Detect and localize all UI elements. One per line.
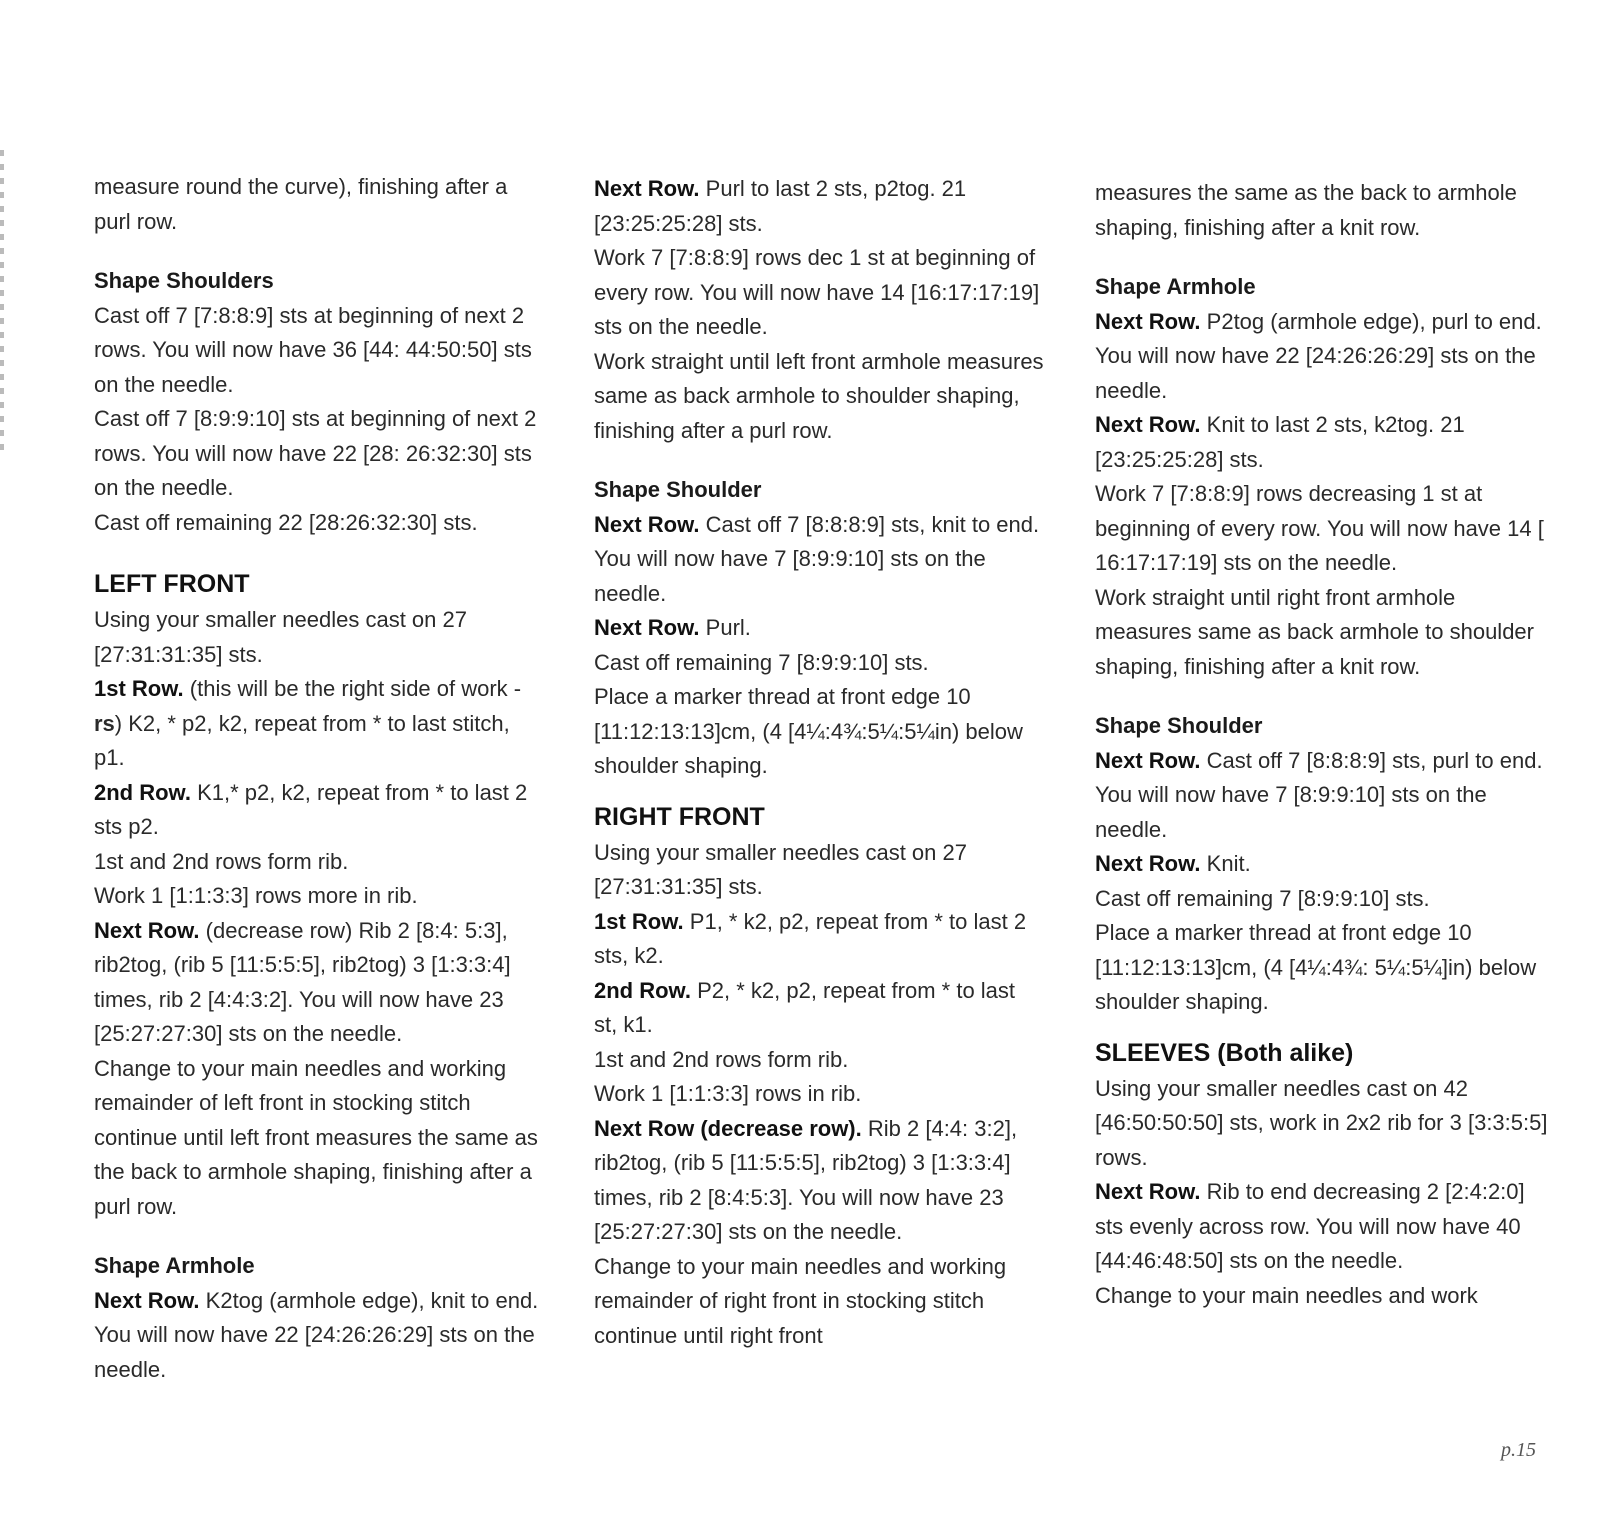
right-front-heading: RIGHT FRONT (594, 802, 765, 831)
intro-paragraph: measure round the curve), finishing after a purl row. (94, 174, 508, 234)
row-instruction (594, 905, 1044, 974)
column-left (94, 170, 544, 1387)
paragraph: Work straight until right front armhole measures same as back armhole to shoulder shaping, finishing after a knit row. (1095, 584, 1534, 679)
row-text: Rib 2 [4:4: 3:2], rib2tog, (rib 5 [11:5:5:5], rib2tog) 3 [1:3:3:4] times, rib 2 [8:4:5:3]. You will now have 23 [25:27:27:30] sts on the needle. (594, 1115, 1018, 1244)
row-instruction (94, 914, 544, 1052)
row-text: Cast off 7 [8:8:8:9] sts, knit to end. You will now have 7 [8:9:9:10] sts on the needle. (594, 511, 1040, 606)
paragraph: Work 7 [7:8:8:9] rows decreasing 1 st at beginning of every row. You will now have 14 [ 16:17:17:19] sts on the needle. (1095, 481, 1544, 575)
paragraph: Change to your main needles and working remainder of left front in stocking stitch continue until left front measures the same as the back to armhole shaping, finishing after a purl row. (94, 1055, 538, 1219)
paragraph: Change to your main needles and work (1095, 1282, 1478, 1308)
row-instruction (1095, 408, 1555, 477)
shape-shoulder-heading: Shape Shoulder (1095, 713, 1263, 738)
row-label: 1st Row. (94, 676, 184, 701)
row-label: Next Row. (94, 917, 200, 943)
sleeves-heading: SLEEVES (Both alike) (1095, 1038, 1354, 1067)
paragraph: Using your smaller needles cast on 27 [27:31:31:35] sts. (94, 607, 467, 667)
row-instruction (594, 974, 1044, 1043)
paragraph: Using your smaller needles cast on 27 [27:31:31:35] sts. (594, 839, 967, 899)
shape-shoulders-heading: Shape Shoulders (94, 268, 274, 293)
row-label: Next Row. (1095, 747, 1201, 773)
paragraph: Cast off 7 [7:8:8:9] sts at beginning of next 2 rows. You will now have 36 [44: 44:50:50] sts on the needle. (94, 302, 532, 397)
paragraph: Place a marker thread at front edge 10 [11:12:13:13]cm, (4 [4¼:4¾: 5¼:5¼]in) below shoulder shaping. (1095, 920, 1537, 1014)
row-instruction (94, 672, 544, 776)
paragraph: Place a marker thread at front edge 10 [11:12:13:13]cm, (4 [4¼:4¾:5¼:5¼in) below shoulder shaping. (594, 684, 1023, 778)
row-instruction (1095, 305, 1555, 409)
row-text: P1, * k2, p2, repeat from * to last 2 sts, k2. (594, 908, 1027, 968)
row-instruction (1095, 1175, 1555, 1279)
row-text: K1,* p2, k2, repeat from * to last 2 sts p2. (94, 779, 528, 839)
row-text: P2tog (armhole edge), purl to end. You will now have 22 [24:26:26:29] sts on the needle. (1095, 308, 1542, 403)
row-text: K2tog (armhole edge), knit to end. You will now have 22 [24:26:26:29] sts on the needle. (94, 1287, 539, 1382)
paragraph: Cast off remaining 7 [8:9:9:10] sts. (594, 649, 929, 675)
intro-paragraph: measures the same as the back to armhole shaping, finishing after a knit row. (1095, 180, 1517, 240)
left-front-heading: LEFT FRONT (94, 570, 250, 598)
row-label: Next Row. (1095, 1179, 1201, 1204)
paragraph: Work straight until left front armhole measures same as back armhole to shoulder shaping, finishing after a purl row. (594, 348, 1044, 443)
row-label: 1st Row. (594, 908, 684, 934)
row-instruction (1095, 744, 1555, 848)
row-label: Next Row. (1095, 851, 1201, 876)
shape-armhole-heading: Shape Armhole (94, 1253, 255, 1278)
row-label: Next Row (decrease row). (594, 1115, 862, 1141)
row-instruction (594, 508, 1044, 612)
row-instruction (594, 172, 1044, 241)
row-label: Next Row. (94, 1287, 200, 1313)
row-label: Next Row. (594, 511, 700, 537)
paragraph: Cast off remaining 7 [8:9:9:10] sts. (1095, 885, 1430, 911)
row-label: Next Row. (1095, 308, 1201, 334)
row-instruction (94, 1284, 544, 1388)
row-text: Purl to last 2 sts, p2tog. 21 [23:25:25:28] sts. (594, 176, 967, 236)
row-label: Next Row. (594, 176, 700, 201)
paragraph: Change to your main needles and working remainder of right front in stocking stitch continue until right front (594, 1253, 1007, 1348)
row-text: (this will be the right side of work - (189, 676, 522, 701)
paragraph: Cast off remaining 22 [28:26:32:30] sts. (94, 509, 478, 535)
row-label: 2nd Row. (594, 977, 691, 1003)
paragraph: Using your smaller needles cast on 42 [46:50:50:50] sts, work in 2x2 rib for 3 [3:3:5:5] rows. (1095, 1075, 1548, 1170)
binding-edge-marks (0, 150, 4, 450)
paragraph: Cast off 7 [8:9:9:10] sts at beginning of next 2 rows. You will now have 22 [28: 26:32:30] sts on the needle. (94, 406, 537, 500)
row-text: Knit to last 2 sts, k2tog. 21 [23:25:25:28] sts. (1095, 412, 1465, 472)
row-text: Purl. (705, 615, 751, 640)
row-text: ) K2, * p2, k2, repeat from * to last stitch, p1. (94, 710, 510, 770)
row-text: Knit. (1206, 851, 1251, 876)
row-instruction (1095, 847, 1555, 882)
paragraph: 1st and 2nd rows form rib. (594, 1046, 849, 1072)
row-text: P2, * k2, p2, repeat from * to last st, k1. (594, 977, 1016, 1037)
row-text: Rib to end decreasing 2 [2:4:2:0] sts evenly across row. You will now have 40 [44:46:48:50] sts on the needle. (1095, 1179, 1525, 1273)
row-label: 2nd Row. (94, 779, 191, 805)
paragraph: Work 1 [1:1:3:3] rows in rib. (594, 1081, 862, 1106)
row-instruction (94, 776, 544, 845)
row-instruction (594, 611, 1044, 646)
row-label: Next Row. (1095, 412, 1201, 437)
paragraph: Work 7 [7:8:8:9] rows dec 1 st at beginning of every row. You will now have 14 [16:17:17:19] sts on the needle. (594, 245, 1040, 339)
paragraph: Work 1 [1:1:3:3] rows more in rib. (94, 883, 418, 908)
column-right (1095, 176, 1555, 1313)
shape-shoulder-heading: Shape Shoulder (594, 477, 762, 502)
row-instruction (594, 1112, 1044, 1250)
row-label: Next Row. (594, 615, 700, 640)
paragraph: 1st and 2nd rows form rib. (94, 848, 349, 874)
column-middle (594, 172, 1044, 1353)
rs-abbrev: rs (94, 710, 115, 736)
row-text: (decrease row) Rib 2 [8:4: 5:3], rib2tog, (rib 5 [11:5:5:5], rib2tog) 3 [1:3:3:4] times, rib 2 [4:4:3:2]. You will now have 23 [25:27:27:30] sts on the needle. (94, 917, 511, 1046)
page-number: p.15 (1501, 1439, 1536, 1461)
shape-armhole-heading: Shape Armhole (1095, 274, 1256, 299)
row-text: Cast off 7 [8:8:8:9] sts, purl to end. You will now have 7 [8:9:9:10] sts on the needle. (1095, 747, 1543, 842)
